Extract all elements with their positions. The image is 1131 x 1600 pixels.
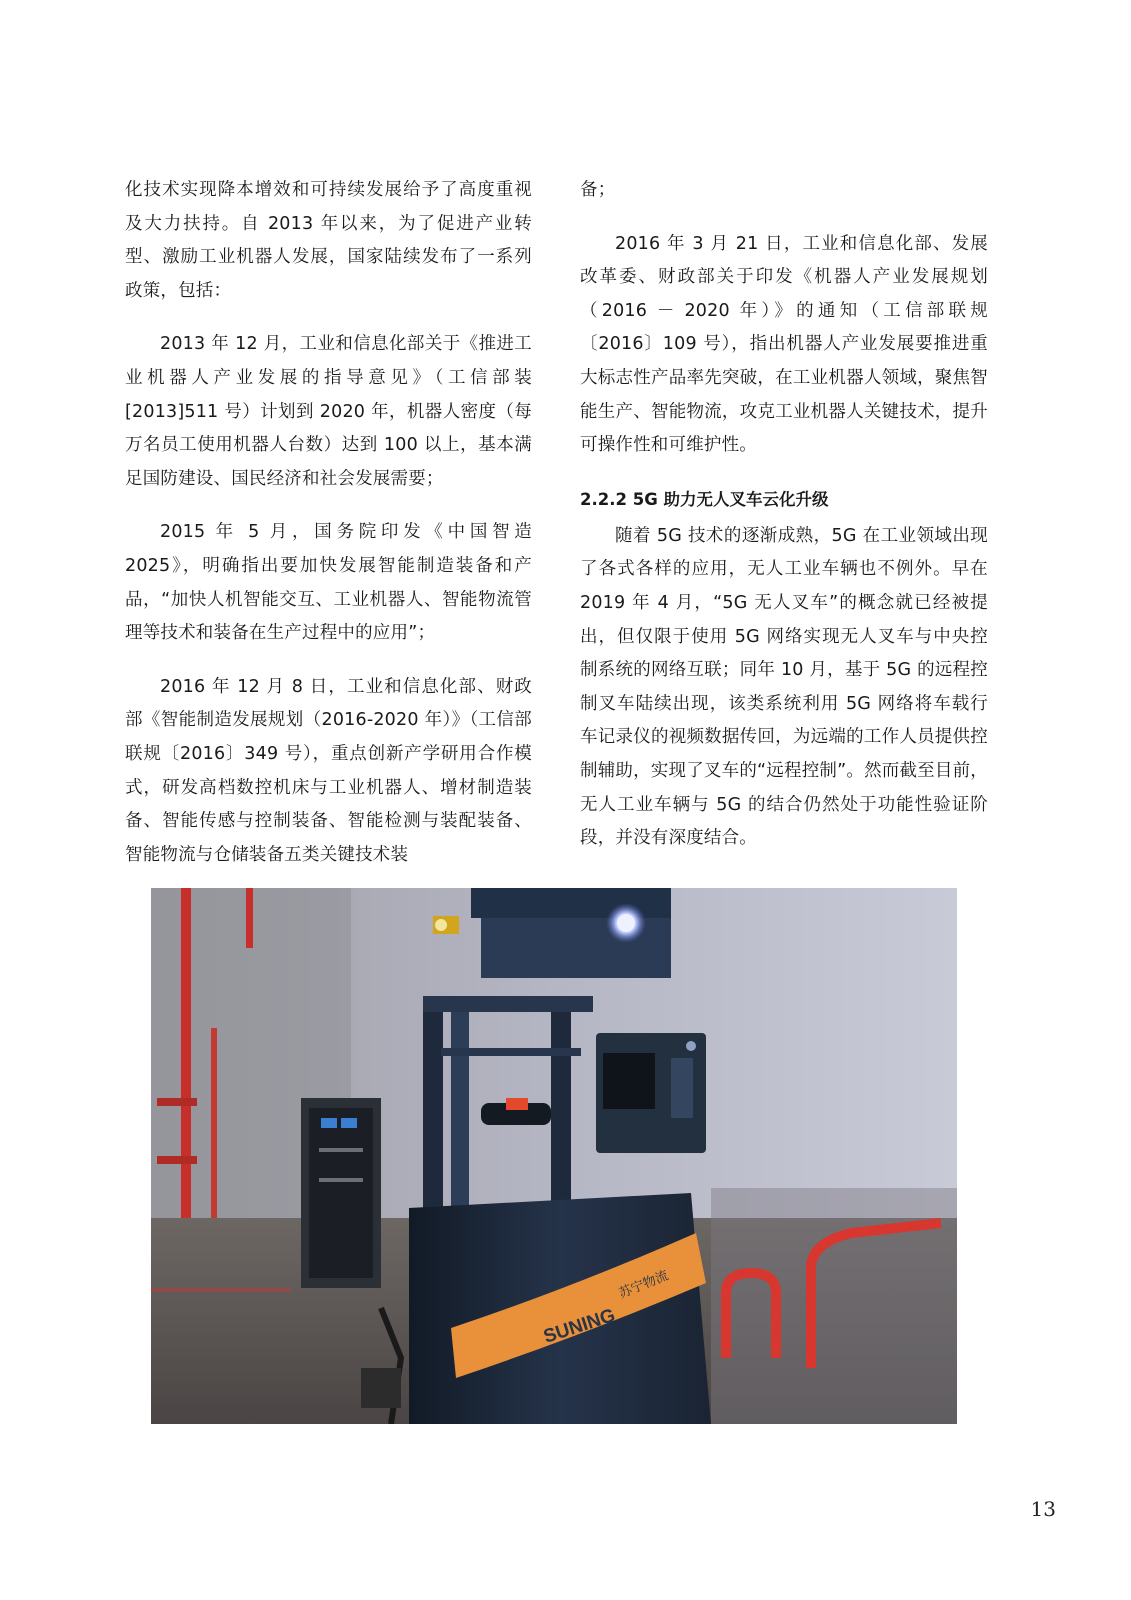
forklift-brand-label: SUNING [541,1304,618,1348]
forklift-photo [151,888,957,1424]
page-number: 13 [1030,1497,1056,1521]
section-heading: 2.2.2 5G 助力无人叉车云化升级 [580,489,829,509]
left-column [125,174,532,872]
right-column [580,174,988,856]
forklift-photo-illustration [151,888,957,1424]
paragraph-policy-2015: 2015 年 5 月，国务院印发《中国智造 2025》，明确指出要加快发展智能制造装备和产品，“加快人机智能交互、工业机器人、智能物流管理等技术和装备在生产过程中的应用”； [125,522,532,644]
paragraph-policy-2016-dec: 2016 年 12 月 8 日，工业和信息化部、财政部《智能制造发展规划（2016-2020 年）》（工信部联规〔2016〕349 号），重点创新产学研用合作模式，研发高档数控机床与工业机器人、增材制造装备、智能传感与控制装备、智能检测与装配装备、智能物流与仓储装备五类关键技术装 [125,676,532,865]
paragraph-policy-2013: 2013 年 12 月，工业和信息化部关于《推进工业机器人产业发展的指导意见》（工信部装[2013]511 号）计划到 2020 年，机器人密度（每万名员工使用机器人台数）达到 100 以上，基本满足国防建设、国民经济和社会发展需要； [125,334,532,489]
paragraph-policy-2016-march: 2016 年 3 月 21 日，工业和信息化部、发展改革委、财政部关于印发《机器人产业发展规划（2016 － 2020 年）》的通知（工信部联规〔2016〕109 号），指出机器人产业发展要推进重大标志性产品率先突破，在工业机器人领域，聚焦智能生产、智能物流，攻克工业机器人关键技术，提升可操作性和可维护性。 [580,233,988,456]
paragraph-intro: 化技术实现降本增效和可持续发展给予了高度重视及大力扶持。自 2013 年以来，为了促进产业转型、激励工业机器人发展，国家陆续发布了一系列政策，包括： [125,180,532,301]
paragraph-5g-forklift: 随着 5G 技术的逐渐成熟，5G 在工业领域出现了各式各样的应用，无人工业车辆也不例外。早在 2019 年 4 月，“5G 无人叉车”的概念就已经被提出，但仅限于使用 5G 网络实现无人叉车与中央控制系统的网络互联；同年 10 月，基于 5G 的远程控制叉车陆续出现，该类系统利用 5G 网络将车载行车记录仪的视频数据传回，为远端的工作人员提供控制辅助，实现了叉车的“远程控制”。然而截至目前，无人工业车辆与 5G 的结合仍然处于功能性验证阶段，并没有深度结合。 [580,525,988,849]
paragraph-continuation: 备； [580,180,616,200]
forklift-brand-cn: 苏宁物流 [616,1268,671,1302]
